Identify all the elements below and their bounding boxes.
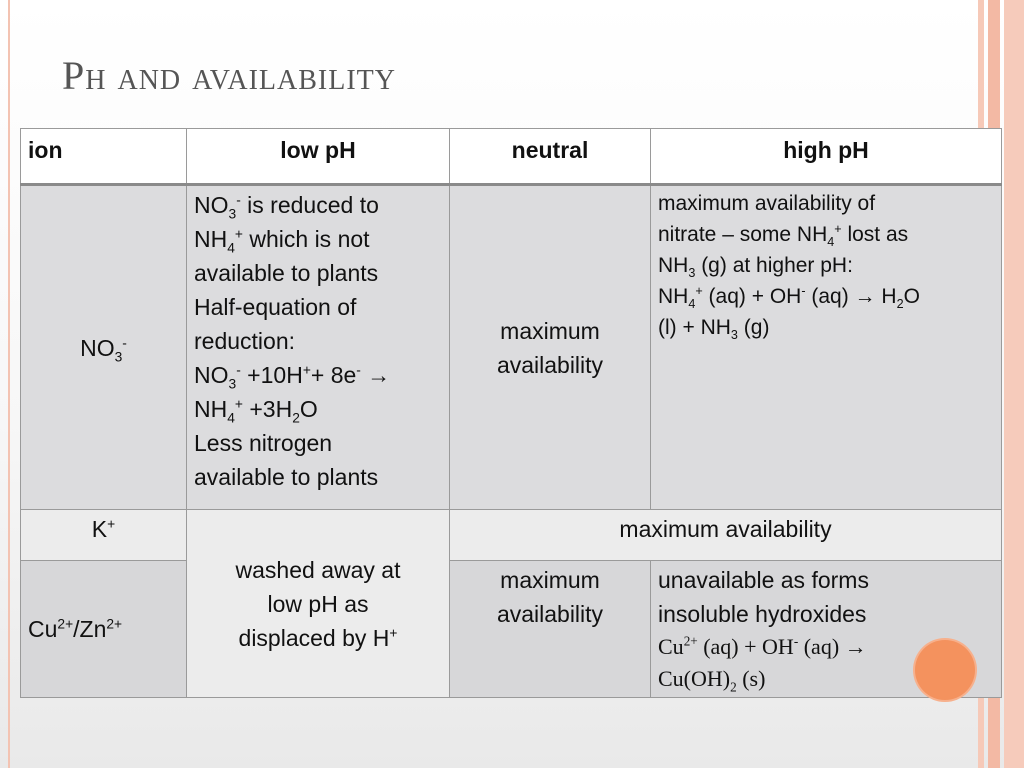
header-low-ph: low pH [187,129,450,185]
header-high-ph: high pH [651,129,1002,185]
cell-ion-potassium: K+ [21,510,187,561]
cell-copper-zinc-neutral: maximum availability [450,561,651,698]
cell-low-ph-merged: washed away at low pH as displaced by H+ [187,510,450,698]
cell-nitrate-neutral: maximum availability [450,185,651,510]
header-row [21,129,1002,185]
decorative-orange-circle [915,640,975,700]
cell-ion-nitrate: $NO_3^-$ [21,185,187,510]
header-neutral: neutral [450,129,651,185]
left-accent-line [8,0,10,768]
cell-potassium-neutral-high: maximum availability [450,510,1002,561]
right-stripe-3 [1004,0,1024,768]
table-row-nitrate [21,185,1002,510]
cell-nitrate-low-ph: $NO_3^-$ is reduced to $NH_4^+$ which is not available to plants Half-equation of reduction: $NO_3^- +10H^++ 8e^-$ → $NH_4^+ +3H_2O$ Less nitrogen available to plants [187,185,450,510]
slide-title: Ph and availability [62,53,396,98]
header-ion: ion [21,129,187,185]
cell-nitrate-high-ph: maximum availability of nitrate – some $NH_4^+$ lost as $NH_3$ (g) at higher pH: $NH_4^+$ (aq) + OH- $(aq) \to H_2O$ $(l) + NH_3$ (g) [651,185,1002,510]
cell-ion-copper-zinc: $Cu^{2+}/Zn^{2+}$ [21,561,187,698]
table-row-copper-zinc [21,561,1002,698]
table-row-potassium [21,510,1002,561]
ion-availability-table [20,128,1002,698]
cell-copper-zinc-high-ph: unavailable as forms insoluble hydroxides $Cu^{2+}$ (aq) + OH- (aq) → $Cu(OH)_2$ (s) [651,561,1002,698]
